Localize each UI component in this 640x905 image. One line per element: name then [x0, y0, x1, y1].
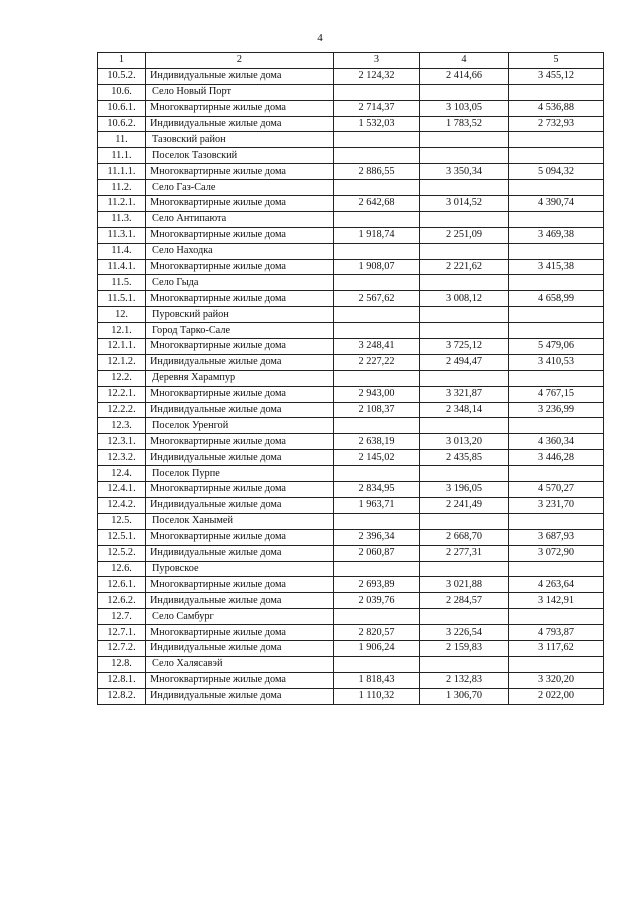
table-row [98, 450, 604, 466]
row-code-cell: 12.2.1. [98, 386, 146, 402]
row-value-col3-cell [334, 132, 420, 148]
table-row [98, 656, 604, 672]
column-header-1: 1 [98, 53, 146, 69]
row-value-col4-cell [420, 418, 509, 434]
row-value-col3-cell: 2 396,34 [334, 529, 420, 545]
row-value-col5-cell [509, 656, 604, 672]
table-row [98, 625, 604, 641]
table-row [98, 529, 604, 545]
row-name-cell: Село Находка [146, 243, 334, 259]
row-code-cell: 12.6.2. [98, 593, 146, 609]
table-row [98, 164, 604, 180]
row-value-col5-cell: 3 117,62 [509, 640, 604, 656]
row-value-col5-cell: 3 455,12 [509, 68, 604, 84]
column-header-4: 4 [420, 53, 509, 69]
row-value-col5-cell: 4 390,74 [509, 196, 604, 212]
row-name-cell: Многоквартирные жилые дома [146, 529, 334, 545]
row-value-col4-cell: 3 014,52 [420, 196, 509, 212]
row-value-col5-cell: 3 687,93 [509, 529, 604, 545]
row-code-cell: 12.5.1. [98, 529, 146, 545]
row-value-col3-cell: 2 943,00 [334, 386, 420, 402]
row-value-col4-cell: 2 132,83 [420, 672, 509, 688]
row-value-col4-cell [420, 275, 509, 291]
table-row [98, 561, 604, 577]
row-value-col3-cell: 1 908,07 [334, 259, 420, 275]
row-code-cell: 12.2.2. [98, 402, 146, 418]
row-code-cell: 12.7. [98, 609, 146, 625]
table-row [98, 84, 604, 100]
row-name-cell: Многоквартирные жилые дома [146, 100, 334, 116]
row-name-cell: Поселок Пурпе [146, 466, 334, 482]
header-row [98, 53, 604, 69]
row-code-cell: 11.2. [98, 180, 146, 196]
row-value-col3-cell: 2 124,32 [334, 68, 420, 84]
row-code-cell: 10.6. [98, 84, 146, 100]
row-code-cell: 11.4.1. [98, 259, 146, 275]
table-row [98, 418, 604, 434]
row-code-cell: 12.8. [98, 656, 146, 672]
row-value-col3-cell: 2 642,68 [334, 196, 420, 212]
row-value-col3-cell: 3 248,41 [334, 339, 420, 355]
table-row [98, 307, 604, 323]
row-name-cell: Индивидуальные жилые дома [146, 640, 334, 656]
row-value-col5-cell: 5 479,06 [509, 339, 604, 355]
row-name-cell: Многоквартирные жилые дома [146, 259, 334, 275]
row-value-col5-cell: 3 072,90 [509, 545, 604, 561]
row-code-cell: 12.4.1. [98, 482, 146, 498]
row-code-cell: 12.8.2. [98, 688, 146, 704]
row-value-col3-cell [334, 307, 420, 323]
row-name-cell: Многоквартирные жилые дома [146, 482, 334, 498]
row-value-col5-cell: 3 231,70 [509, 497, 604, 513]
table-row [98, 180, 604, 196]
row-value-col4-cell: 2 414,66 [420, 68, 509, 84]
row-value-col5-cell [509, 323, 604, 339]
row-value-col3-cell [334, 466, 420, 482]
row-value-col3-cell [334, 656, 420, 672]
row-value-col3-cell: 2 108,37 [334, 402, 420, 418]
table-row [98, 116, 604, 132]
row-value-col5-cell [509, 513, 604, 529]
row-name-cell: Индивидуальные жилые дома [146, 497, 334, 513]
table-body [98, 68, 604, 704]
row-name-cell: Пуровское [146, 561, 334, 577]
row-value-col5-cell [509, 148, 604, 164]
row-value-col3-cell: 2 693,89 [334, 577, 420, 593]
table-row [98, 577, 604, 593]
row-name-cell: Село Гыда [146, 275, 334, 291]
row-value-col3-cell [334, 148, 420, 164]
row-code-cell: 12.7.1. [98, 625, 146, 641]
row-value-col4-cell: 2 494,47 [420, 354, 509, 370]
row-value-col5-cell: 4 570,27 [509, 482, 604, 498]
row-name-cell: Многоквартирные жилые дома [146, 434, 334, 450]
row-value-col4-cell: 2 668,70 [420, 529, 509, 545]
column-header-2: 2 [146, 53, 334, 69]
row-value-col4-cell: 1 783,52 [420, 116, 509, 132]
row-name-cell: Пуровский район [146, 307, 334, 323]
row-name-cell: Село Газ-Сале [146, 180, 334, 196]
row-value-col5-cell: 4 536,88 [509, 100, 604, 116]
table-row [98, 339, 604, 355]
row-code-cell: 10.5.2. [98, 68, 146, 84]
table-row [98, 354, 604, 370]
row-value-col5-cell: 3 446,28 [509, 450, 604, 466]
row-name-cell: Индивидуальные жилые дома [146, 688, 334, 704]
row-code-cell: 10.6.2. [98, 116, 146, 132]
table-row [98, 672, 604, 688]
row-value-col4-cell: 2 348,14 [420, 402, 509, 418]
row-value-col3-cell [334, 84, 420, 100]
row-name-cell: Село Новый Порт [146, 84, 334, 100]
table-row [98, 609, 604, 625]
row-value-col4-cell: 3 021,88 [420, 577, 509, 593]
row-name-cell: Индивидуальные жилые дома [146, 402, 334, 418]
row-value-col4-cell [420, 84, 509, 100]
table-row [98, 434, 604, 450]
row-name-cell: Многоквартирные жилые дома [146, 339, 334, 355]
row-value-col5-cell: 4 263,64 [509, 577, 604, 593]
table-row [98, 243, 604, 259]
row-value-col4-cell [420, 513, 509, 529]
row-value-col4-cell [420, 323, 509, 339]
row-code-cell: 11.4. [98, 243, 146, 259]
row-value-col3-cell: 1 918,74 [334, 227, 420, 243]
row-name-cell: Индивидуальные жилые дома [146, 545, 334, 561]
row-value-col4-cell [420, 370, 509, 386]
row-value-col4-cell: 3 008,12 [420, 291, 509, 307]
row-name-cell: Многоквартирные жилые дома [146, 625, 334, 641]
row-value-col3-cell [334, 609, 420, 625]
table-row [98, 402, 604, 418]
row-value-col5-cell [509, 180, 604, 196]
row-value-col4-cell: 3 226,54 [420, 625, 509, 641]
row-value-col4-cell: 2 284,57 [420, 593, 509, 609]
row-code-cell: 12.3. [98, 418, 146, 434]
table-row [98, 275, 604, 291]
column-header-5: 5 [509, 53, 604, 69]
row-code-cell: 12.4.2. [98, 497, 146, 513]
row-value-col3-cell: 1 110,32 [334, 688, 420, 704]
row-value-col4-cell [420, 656, 509, 672]
row-value-col3-cell: 2 145,02 [334, 450, 420, 466]
row-value-col4-cell: 2 277,31 [420, 545, 509, 561]
row-code-cell: 11.3. [98, 211, 146, 227]
page-number: 4 [317, 32, 323, 44]
row-value-col5-cell: 3 236,99 [509, 402, 604, 418]
row-value-col3-cell [334, 370, 420, 386]
row-code-cell: 12.2. [98, 370, 146, 386]
table-row [98, 386, 604, 402]
row-name-cell: Поселок Ханымей [146, 513, 334, 529]
row-value-col4-cell [420, 211, 509, 227]
row-code-cell: 12.6.1. [98, 577, 146, 593]
row-value-col4-cell [420, 148, 509, 164]
table-row [98, 497, 604, 513]
row-value-col5-cell [509, 132, 604, 148]
row-value-col3-cell: 2 820,57 [334, 625, 420, 641]
row-code-cell: 11.3.1. [98, 227, 146, 243]
row-value-col4-cell: 3 350,34 [420, 164, 509, 180]
row-name-cell: Село Антипаюта [146, 211, 334, 227]
row-name-cell: Город Тарко-Сале [146, 323, 334, 339]
row-value-col3-cell: 1 963,71 [334, 497, 420, 513]
row-value-col5-cell: 2 732,93 [509, 116, 604, 132]
table-row [98, 323, 604, 339]
row-value-col3-cell [334, 243, 420, 259]
row-name-cell: Село Самбург [146, 609, 334, 625]
row-value-col4-cell [420, 609, 509, 625]
row-code-cell: 11.2.1. [98, 196, 146, 212]
cost-table [97, 52, 604, 705]
row-name-cell: Многоквартирные жилые дома [146, 291, 334, 307]
row-value-col5-cell [509, 243, 604, 259]
row-value-col4-cell [420, 243, 509, 259]
table-row [98, 640, 604, 656]
row-name-cell: Многоквартирные жилые дома [146, 386, 334, 402]
row-value-col4-cell [420, 132, 509, 148]
row-value-col5-cell [509, 211, 604, 227]
row-value-col5-cell: 4 793,87 [509, 625, 604, 641]
row-code-cell: 12.4. [98, 466, 146, 482]
table-row [98, 545, 604, 561]
row-value-col4-cell: 3 103,05 [420, 100, 509, 116]
row-code-cell: 12.5. [98, 513, 146, 529]
row-name-cell: Многоквартирные жилые дома [146, 577, 334, 593]
row-name-cell: Тазовский район [146, 132, 334, 148]
row-name-cell: Многоквартирные жилые дома [146, 164, 334, 180]
table-header [98, 53, 604, 69]
row-value-col4-cell: 2 251,09 [420, 227, 509, 243]
row-value-col5-cell [509, 307, 604, 323]
table-row [98, 370, 604, 386]
row-name-cell: Село Халясавэй [146, 656, 334, 672]
row-code-cell: 12.5.2. [98, 545, 146, 561]
row-value-col3-cell: 2 039,76 [334, 593, 420, 609]
row-value-col5-cell [509, 609, 604, 625]
row-value-col3-cell [334, 275, 420, 291]
row-value-col5-cell: 3 142,91 [509, 593, 604, 609]
row-value-col4-cell: 2 435,85 [420, 450, 509, 466]
row-value-col5-cell [509, 275, 604, 291]
row-value-col4-cell [420, 561, 509, 577]
row-code-cell: 12.3.1. [98, 434, 146, 450]
table-row [98, 68, 604, 84]
row-value-col5-cell: 3 415,38 [509, 259, 604, 275]
row-value-col3-cell [334, 513, 420, 529]
row-code-cell: 12.3.2. [98, 450, 146, 466]
row-name-cell: Деревня Харампур [146, 370, 334, 386]
row-value-col3-cell [334, 561, 420, 577]
row-name-cell: Поселок Тазовский [146, 148, 334, 164]
row-value-col4-cell: 3 321,87 [420, 386, 509, 402]
row-value-col3-cell: 1 906,24 [334, 640, 420, 656]
row-value-col5-cell: 3 469,38 [509, 227, 604, 243]
table-row [98, 482, 604, 498]
row-value-col4-cell [420, 307, 509, 323]
row-value-col3-cell: 1 818,43 [334, 672, 420, 688]
row-value-col5-cell: 5 094,32 [509, 164, 604, 180]
table-row [98, 291, 604, 307]
row-value-col3-cell: 2 227,22 [334, 354, 420, 370]
row-value-col3-cell: 2 567,62 [334, 291, 420, 307]
row-value-col5-cell: 3 320,20 [509, 672, 604, 688]
row-value-col5-cell: 4 360,34 [509, 434, 604, 450]
row-name-cell: Индивидуальные жилые дома [146, 68, 334, 84]
row-value-col3-cell: 2 060,87 [334, 545, 420, 561]
row-name-cell: Поселок Уренгой [146, 418, 334, 434]
row-code-cell: 11.5.1. [98, 291, 146, 307]
row-value-col4-cell [420, 180, 509, 196]
row-value-col3-cell: 2 714,37 [334, 100, 420, 116]
table-row [98, 259, 604, 275]
row-value-col5-cell: 3 410,53 [509, 354, 604, 370]
row-value-col4-cell: 2 221,62 [420, 259, 509, 275]
row-name-cell: Многоквартирные жилые дома [146, 196, 334, 212]
row-value-col3-cell: 2 638,19 [334, 434, 420, 450]
row-code-cell: 11.1. [98, 148, 146, 164]
row-name-cell: Многоквартирные жилые дома [146, 227, 334, 243]
row-code-cell: 11. [98, 132, 146, 148]
row-code-cell: 11.5. [98, 275, 146, 291]
row-code-cell: 12.1. [98, 323, 146, 339]
row-value-col4-cell: 3 196,05 [420, 482, 509, 498]
table-row [98, 593, 604, 609]
row-value-col5-cell [509, 466, 604, 482]
row-code-cell: 12.8.1. [98, 672, 146, 688]
table-row [98, 148, 604, 164]
row-value-col3-cell: 2 834,95 [334, 482, 420, 498]
table-row [98, 100, 604, 116]
table-row [98, 132, 604, 148]
row-value-col4-cell: 1 306,70 [420, 688, 509, 704]
row-value-col5-cell [509, 84, 604, 100]
row-value-col3-cell: 2 886,55 [334, 164, 420, 180]
row-value-col3-cell [334, 180, 420, 196]
row-code-cell: 12.1.2. [98, 354, 146, 370]
row-name-cell: Индивидуальные жилые дома [146, 354, 334, 370]
row-value-col3-cell [334, 211, 420, 227]
row-value-col5-cell: 4 658,99 [509, 291, 604, 307]
row-code-cell: 12.6. [98, 561, 146, 577]
table-row [98, 196, 604, 212]
row-code-cell: 10.6.1. [98, 100, 146, 116]
row-code-cell: 12. [98, 307, 146, 323]
row-value-col4-cell: 3 725,12 [420, 339, 509, 355]
row-code-cell: 11.1.1. [98, 164, 146, 180]
table-row [98, 211, 604, 227]
table-row [98, 227, 604, 243]
row-name-cell: Индивидуальные жилые дома [146, 450, 334, 466]
row-value-col5-cell: 4 767,15 [509, 386, 604, 402]
row-value-col3-cell: 1 532,03 [334, 116, 420, 132]
row-value-col4-cell: 2 159,83 [420, 640, 509, 656]
row-value-col4-cell: 2 241,49 [420, 497, 509, 513]
table-row [98, 513, 604, 529]
column-header-3: 3 [334, 53, 420, 69]
row-value-col4-cell [420, 466, 509, 482]
row-code-cell: 12.7.2. [98, 640, 146, 656]
row-name-cell: Индивидуальные жилые дома [146, 593, 334, 609]
row-value-col3-cell [334, 418, 420, 434]
table-row [98, 466, 604, 482]
row-name-cell: Индивидуальные жилые дома [146, 116, 334, 132]
row-value-col4-cell: 3 013,20 [420, 434, 509, 450]
row-name-cell: Многоквартирные жилые дома [146, 672, 334, 688]
row-value-col5-cell [509, 370, 604, 386]
row-value-col5-cell [509, 418, 604, 434]
row-value-col3-cell [334, 323, 420, 339]
table-row [98, 688, 604, 704]
row-value-col5-cell [509, 561, 604, 577]
row-value-col5-cell: 2 022,00 [509, 688, 604, 704]
row-code-cell: 12.1.1. [98, 339, 146, 355]
